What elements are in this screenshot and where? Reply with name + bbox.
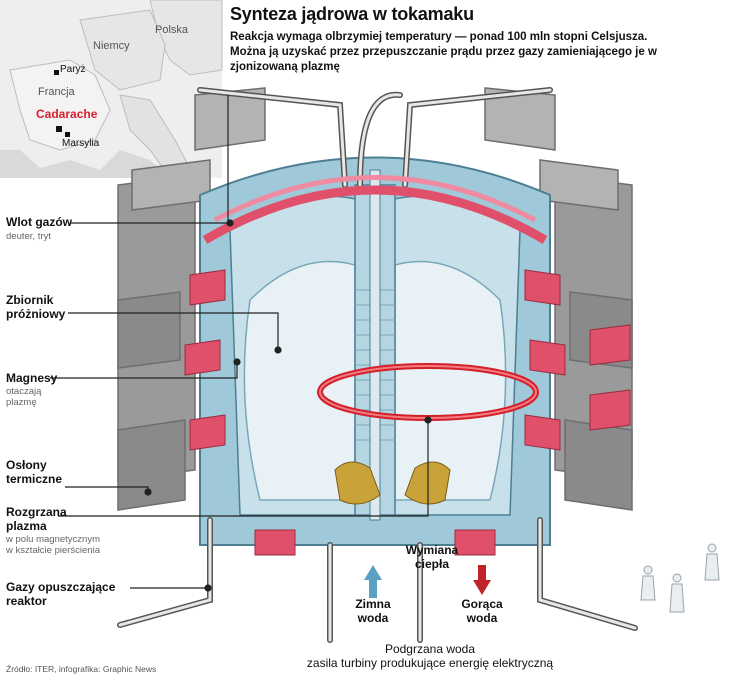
label-gas-inlet: Wlot gazów <box>6 215 72 229</box>
map-label-germany: Niemcy <box>93 40 130 52</box>
label-magnets: Magnesy <box>6 371 58 385</box>
cold-water-arrow <box>364 565 382 598</box>
label-exhaust-1: Gazy opuszczające <box>6 580 116 594</box>
label-heated-water-1: Podgrzana woda <box>384 642 476 656</box>
workers-figures <box>641 544 719 612</box>
label-cold-water-1: Zimna <box>355 597 391 611</box>
note-magnets-2: plazmę <box>6 397 37 408</box>
map-label-france: Francja <box>38 86 75 98</box>
europe-map <box>0 0 222 178</box>
label-plasma-2: plazma <box>6 519 47 533</box>
label-hot-water-2: woda <box>466 611 498 625</box>
label-cold-water-2: woda <box>357 611 389 625</box>
label-thermal-shields-2: termiczne <box>6 472 63 486</box>
page-subtitle: Reakcja wymaga olbrzymiej temperatury — ponad 100 mln stopni Celsjusza. Można ją uzyskać przez przepuszczanie prądu przez gazy zamieniającego je w zjonizowaną plazmę <box>230 31 657 73</box>
label-thermal-shields-1: Osłony <box>6 458 47 472</box>
label-hot-water-1: Gorąca <box>461 597 503 611</box>
note-magnets-1: otaczają <box>6 386 42 397</box>
map-label-marseille: Marsylia <box>62 138 100 149</box>
map-label-paris: Paryż <box>60 64 86 75</box>
note-plasma-1: w polu magnetycznym <box>6 534 100 545</box>
note-plasma-2: w kształcie pierścienia <box>6 545 100 556</box>
note-gas-inlet: deuter, tryt <box>6 231 51 242</box>
label-vacuum-vessel-1: Zbiornik <box>6 293 54 307</box>
source-credit: Źródło: ITER, infografika: Graphic News <box>6 664 157 674</box>
page-title: Synteza jądrowa w tokamaku <box>230 4 474 24</box>
map-label-cadarache: Cadarache <box>36 107 98 121</box>
map-label-poland: Polska <box>155 24 189 36</box>
label-heat-exchange-2: ciepła <box>414 557 450 571</box>
hot-water-arrow <box>473 565 491 595</box>
label-plasma-1: Rozgrzana <box>6 505 67 519</box>
label-heated-water-2: zasila turbiny produkujące energię elektryczną <box>306 656 554 670</box>
label-heat-exchange-1: Wymiana <box>405 543 459 557</box>
label-vacuum-vessel-2: próżniowy <box>6 307 66 321</box>
label-exhaust-2: reaktor <box>6 594 47 608</box>
